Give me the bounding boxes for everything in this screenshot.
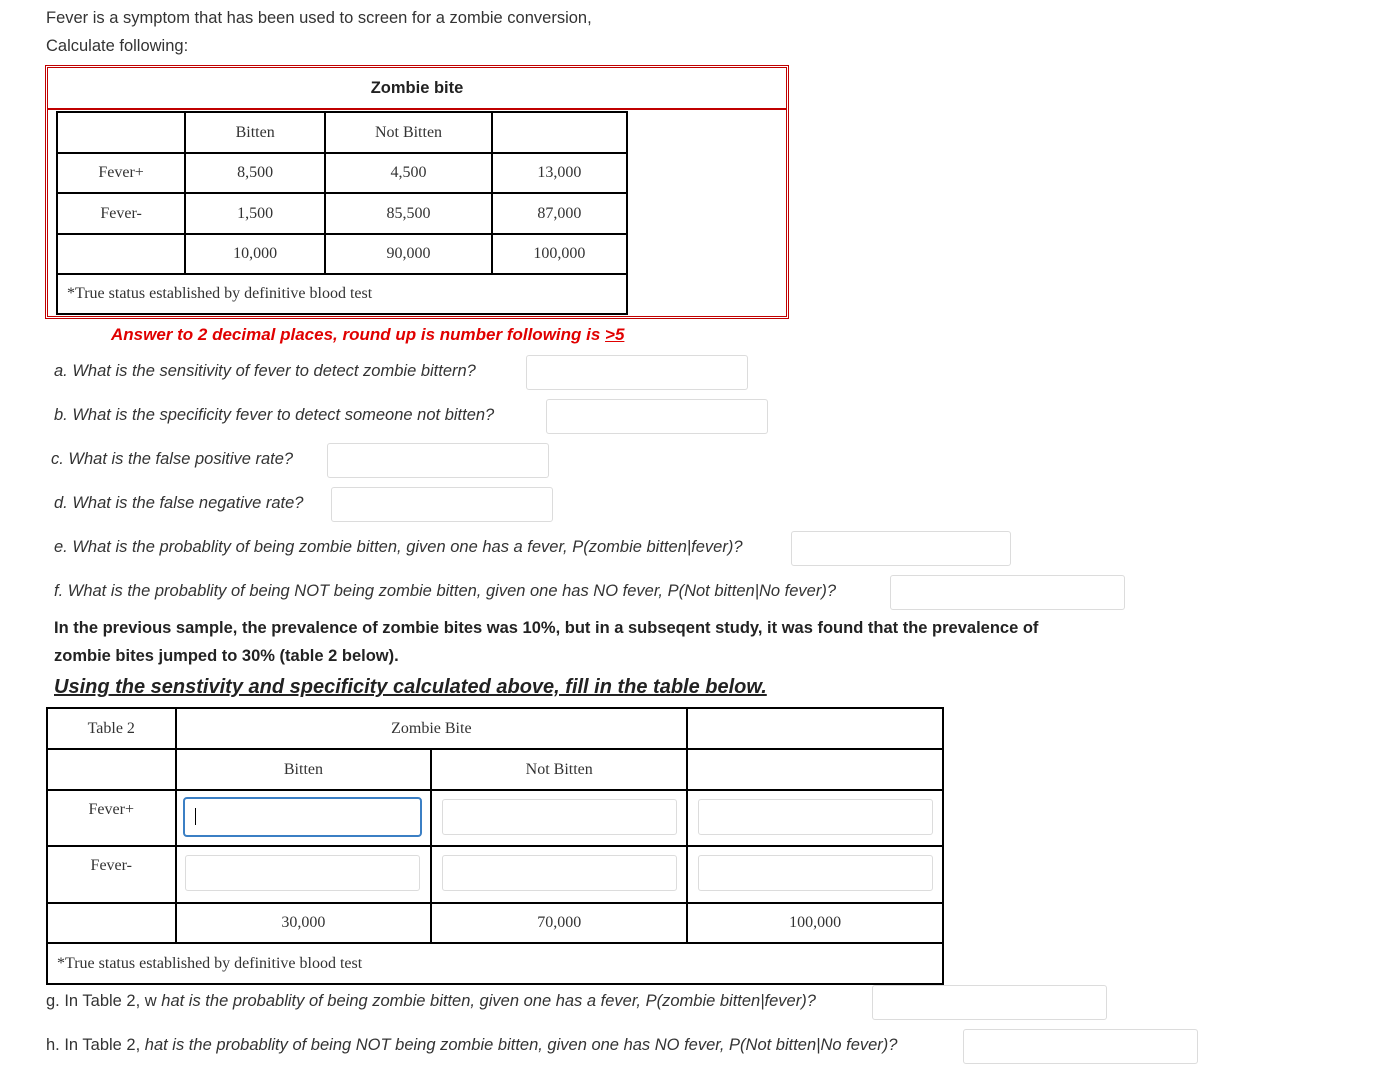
table2 (46, 707, 944, 985)
table2-note: *True status established by definitive blood test (47, 943, 943, 984)
table2-header-total (687, 749, 943, 790)
question-e: e. What is the probablity of being zombie bitten, given one has a fever, P(zombie bitten|fever)? (54, 538, 743, 556)
table2-total-cell (47, 903, 176, 943)
table1-cell (57, 234, 185, 274)
table1-cell: 1,500 (185, 193, 325, 234)
table2-header-bitten: Bitten (176, 749, 432, 790)
text-cursor (195, 808, 196, 825)
table2-total-cell: 70,000 (431, 903, 687, 943)
table2-fever-pos-total-input[interactable] (698, 799, 933, 835)
question-h (46, 1036, 897, 1055)
table1-header-bitten: Bitten (185, 112, 325, 153)
table1-cell: 90,000 (325, 234, 492, 274)
table1-cell: 87,000 (492, 193, 627, 234)
table-row (57, 234, 627, 274)
question-h-text: hat is the probablity of being NOT being zombie bitten, given one has NO fever, P(Not bitten|No fever)? (144, 1036, 898, 1054)
table-row (47, 903, 943, 943)
answer-h-input[interactable] (963, 1029, 1198, 1064)
table2-row-label-fever-pos: Fever+ (47, 790, 176, 846)
table2-title-blank (687, 708, 943, 749)
prevalence-line-1: In the previous sample, the prevalence of zombie bites was 10%, but in a subseqent study, it was found that the prevalence of (54, 619, 1039, 637)
table2-header-not-bitten: Not Bitten (431, 749, 687, 790)
answer-f-input[interactable] (890, 575, 1125, 610)
question-a: a. What is the sensitivity of fever to detect zombie bittern? (54, 362, 476, 380)
fill-instruction: Using the senstivity and specificity calculated above, fill in the table below. (54, 676, 767, 698)
table1-title: Zombie bite (48, 68, 786, 110)
question-h-prefix: h. In Table 2, (46, 1036, 145, 1054)
table1-cell: 4,500 (325, 153, 492, 193)
table1-cell: 100,000 (492, 234, 627, 274)
table2-fever-neg-not-bitten-input[interactable] (442, 855, 677, 891)
question-g-prefix: g. In Table 2, w (46, 992, 162, 1010)
intro-line-1: Fever is a symptom that has been used to screen for a zombie conversion, (46, 9, 592, 27)
table-row (57, 153, 627, 193)
table2-title: Zombie Bite (176, 708, 688, 749)
table1-cell: Fever+ (57, 153, 185, 193)
question-d: d. What is the false negative rate? (54, 494, 304, 512)
table1-header-not-bitten: Not Bitten (325, 112, 492, 153)
answer-d-input[interactable] (331, 487, 553, 522)
question-g-text: hat is the probablity of being zombie bitten, given one has a fever, P(zombie bitten|fever)? (161, 992, 816, 1010)
table1-header-blank (57, 112, 185, 153)
answer-c-input[interactable] (327, 443, 549, 478)
rounding-instruction (111, 325, 624, 345)
answer-b-input[interactable] (546, 399, 768, 434)
answer-e-input[interactable] (791, 531, 1011, 566)
prevalence-line-2: zombie bites jumped to 30% (table 2 below). (54, 647, 399, 665)
answer-g-input[interactable] (872, 985, 1107, 1020)
table-row (57, 193, 627, 234)
question-c: c. What is the false positive rate? (51, 450, 294, 468)
table2-fever-pos-bitten-input[interactable] (183, 797, 422, 837)
table1-cell: Fever- (57, 193, 185, 234)
table1 (56, 111, 628, 315)
question-f: f. What is the probablity of being NOT being zombie bitten, given one has NO fever, P(Not bitten|No fever)? (54, 582, 837, 600)
table2-total-cell: 100,000 (687, 903, 943, 943)
intro-line-2: Calculate following: (46, 37, 189, 55)
table1-cell: 10,000 (185, 234, 325, 274)
table2-total-cell: 30,000 (176, 903, 432, 943)
table2-fever-neg-total-input[interactable] (698, 855, 933, 891)
table1-note: *True status established by definitive blood test (57, 274, 627, 314)
question-g (46, 992, 816, 1011)
table1-cell: 8,500 (185, 153, 325, 193)
table2-label: Table 2 (47, 708, 176, 749)
rounding-threshold: >5 (605, 325, 625, 344)
table2-fever-pos-not-bitten-input[interactable] (442, 799, 677, 835)
rounding-instruction-text: Answer to 2 decimal places, round up is number following is (111, 325, 606, 344)
table1-header-total (492, 112, 627, 153)
table1-cell: 13,000 (492, 153, 627, 193)
table1-cell: 85,500 (325, 193, 492, 234)
answer-a-input[interactable] (526, 355, 748, 390)
question-b: b. What is the specificity fever to detect someone not bitten? (54, 406, 495, 424)
table2-row-label-fever-neg: Fever- (47, 846, 176, 903)
table2-fever-neg-bitten-input[interactable] (185, 855, 420, 891)
table2-header-blank (47, 749, 176, 790)
